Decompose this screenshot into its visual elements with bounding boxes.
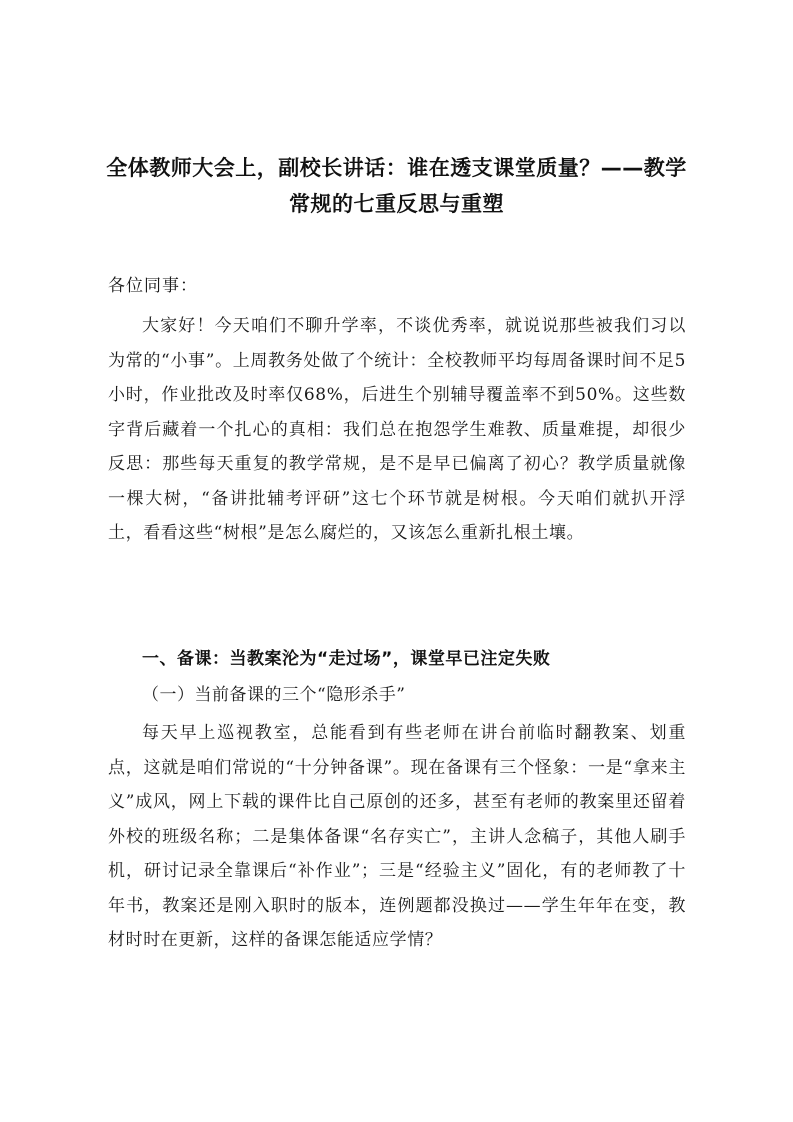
body-paragraph-container [108,309,686,551]
section-heading: 一、备课：当教案沦为“走过场”，课堂早已注定失败 [142,649,551,669]
salutation: 各位同事： [108,276,198,296]
body-paragraph-container [108,716,686,958]
document-title: 全体教师大会上，副校长讲话：谁在透支课堂质量？——教学常规的七重反思与重塑 [106,156,687,216]
subsection-heading: （一）当前备课的三个“隐形杀手” [142,685,406,705]
body-paragraph: 大家好！今天咱们不聊升学率，不谈优秀率，就说说那些被我们习以为常的“小事”。上周教务处做了个统计：全校教师平均每周备课时间不足5小时，作业批改及时率仅68%，后进生个别辅导覆盖率不到50%。这些数字背后藏着一个扎心的真相：我们总在抱怨学生难教、质量难提，却很少反思：那些每天重复的教学常规，是不是早已偏离了初心？教学质量就像一棵大树，“备讲批辅考评研”这七个环节就是树根。今天咱们就扒开浮土，看看这些“树根”是怎么腐烂的，又该怎么重新扎根土壤。 [108,316,686,543]
body-paragraph: 每天早上巡视教室，总能看到有些老师在讲台前临时翻教案、划重点，这就是咱们常说的“十分钟备课”。现在备课有三个怪象：一是“拿来主义”成风，网上下载的课件比自己原创的还多，甚至有老师的教案里还留着外校的班级名称；二是集体备课“名存实亡”，主讲人念稿子，其他人刷手机，研讨记录全靠课后“补作业”；三是“经验主义”固化，有的老师教了十年书，教案还是刚入职时的版本，连例题都没换过——学生年年在变，教材时时在更新，这样的备课怎能适应学情？ [108,723,686,950]
